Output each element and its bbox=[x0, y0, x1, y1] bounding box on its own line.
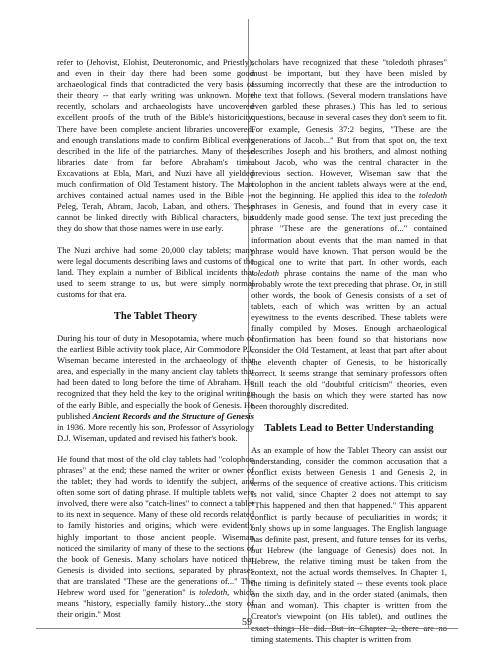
text-run: phrase contains the name of the man who probably wrote the text preceding that phrase. Or, in still other words, the book of Genesis consists of a set of tablets, each of which was written by an actual eyewitness to the events described. These tablets were finally compiled by Moses. Enough archaeological confirmation has been found so that historians now consider the Old Testament, at least that part after about the eleventh chapter of Genesis, to be historically correct. It seems strange that seminary professors often still teach the old "doubtful criticism" theories, even though the basis on which they were started has now been thoroughly discredited. bbox=[251, 267, 447, 411]
text-run: scholars have recognized that these "toledoth phrases" must be important, but they have been misled by assuming incorrectly that these are the introduction to the text that follows. (Several modern translations have even garbled these phrases.) This has led to serious questions, because in several cases they don't seem to fit. For example, Genesis 37:2 begins, "These are the generations of Jacob..." But from that spot on, the text describes Joseph and his brothers, and almost nothing about Jacob, who was the central character in the previous section. However, Wiseman saw that the colophon in the ancient tablets always were at the end, not the beginning. He applied this idea to the bbox=[251, 57, 447, 201]
hebrew-term: toledoth bbox=[199, 587, 228, 598]
text-run: During his tour of duty in Mesopotamia, where much of the earliest Bible activity took place, Air Commodore P.J. Wiseman became interested in the archaeology of that area, and especially in the many ancient clay tablets that had been dated to long before the time of Abraham. He recognized that they held the key to the original writings of the early Bible, and especially the book of Genesis. He published bbox=[57, 332, 254, 421]
hebrew-term: toledoth bbox=[251, 267, 280, 278]
text-run: , which means "history, especially family history...the story of their origin." Most bbox=[57, 587, 254, 620]
book-title: Ancient Records and the Structure of Genesis bbox=[92, 410, 254, 421]
paragraph bbox=[57, 454, 254, 620]
section-heading-better-understanding: Tablets Lead to Better Understanding bbox=[264, 423, 434, 434]
text-run: He found that most of the old clay tablets had "colophon phrases" at the end; these named the writer or owner of the tablet; they had words to identify the subject, and often some sort of dating phrase. If multiple tablets were involved, there were also "catch-lines" to connect a tablet to its next in sequence. Many of these old records related to family histories and origins, which were evidently highly important to those ancient people. Wiseman noticed the similarity of many of these to the sections of the book of Genesis. Many scholars have noticed that Genesis is divided into sections, separated by phrases that are translated "These are the generations of..." The Hebrew word used for "generation" is bbox=[57, 453, 254, 598]
paragraph bbox=[57, 333, 254, 444]
left-column bbox=[57, 57, 254, 630]
text-run: phrases in Genesis, and found that in every case it suddenly made good sense. The text just preceding the phrase "These are the generations of..." contained information about events that the man named in that phrase would have known. That person would be the logical one to write that part. In other words, each bbox=[251, 201, 447, 267]
paragraph: refer to (Jehovist, Elohist, Deuteronomic, and Priestly), and even in their day there had been some good archaeological finds that contradicted the very basis of their theory -- that early writing was unknown. More recently, scholars and archaeologists have uncovered excellent proofs of the truth of the Bible's historicity. There have been complete ancient libraries uncovered, and enough translations made to confirm Biblical events described in the life of the patriarches. Many of these libraries date from far before Abraham's time. Excavations at Ebla, Mari, and Nuzi have all yielded much confirmation of Old Testament history. The Mari archives contained actual names used in the Bible -- Peleg, Terah, Abram, Jacob, Laban, and others. These cannot be linked directly with Biblical characters, but they do show that those names were in use early. bbox=[57, 57, 254, 234]
bottom-rule bbox=[36, 628, 458, 629]
hebrew-term: toledoth bbox=[418, 190, 447, 201]
paragraph: The Nuzi archive had some 20,000 clay tablets; many were legal documents describing laws and customs of the land. They explain a number of Biblical incidents that used to seem strange to us, but were simply normal customs for that era. bbox=[57, 244, 254, 299]
right-column bbox=[251, 57, 447, 655]
section-heading-tablet-theory: The Tablet Theory bbox=[113, 310, 198, 322]
page-number: 59 bbox=[242, 617, 252, 628]
paragraph bbox=[251, 57, 447, 412]
paragraph: As an example of how the Tablet Theory can assist our understanding, consider the common accusation that a conflict exists between Genesis 1 and Genesis 2, in terms of the sequence of creative actions. This criticism is not valid, since Chapter 2 does not attempt to say "This happened and then that happened." This apparent conflict is partly because of peculiarities in words; it only shows up in some languages. The English language has definite past, present, and future tenses for its verbs, but Hebrew (the language of Genesis) does not. In Hebrew, the relative timing must be taken from the context, not the actual words themselves. In Chapter 1, the timing is definitely stated -- these events took place on the sixth day, and in the order stated (animals, then man and woman). This chapter is written from the Creator's viewpoint (on His tablet), and outlines the exact things He did. But in Chapter 2, there are no timing statements. This chapter is written from bbox=[251, 445, 447, 644]
text-run: in 1936. More recently his son, Professor of Assyriology D.J. Wiseman, updated and revised his father's book. bbox=[57, 421, 254, 443]
